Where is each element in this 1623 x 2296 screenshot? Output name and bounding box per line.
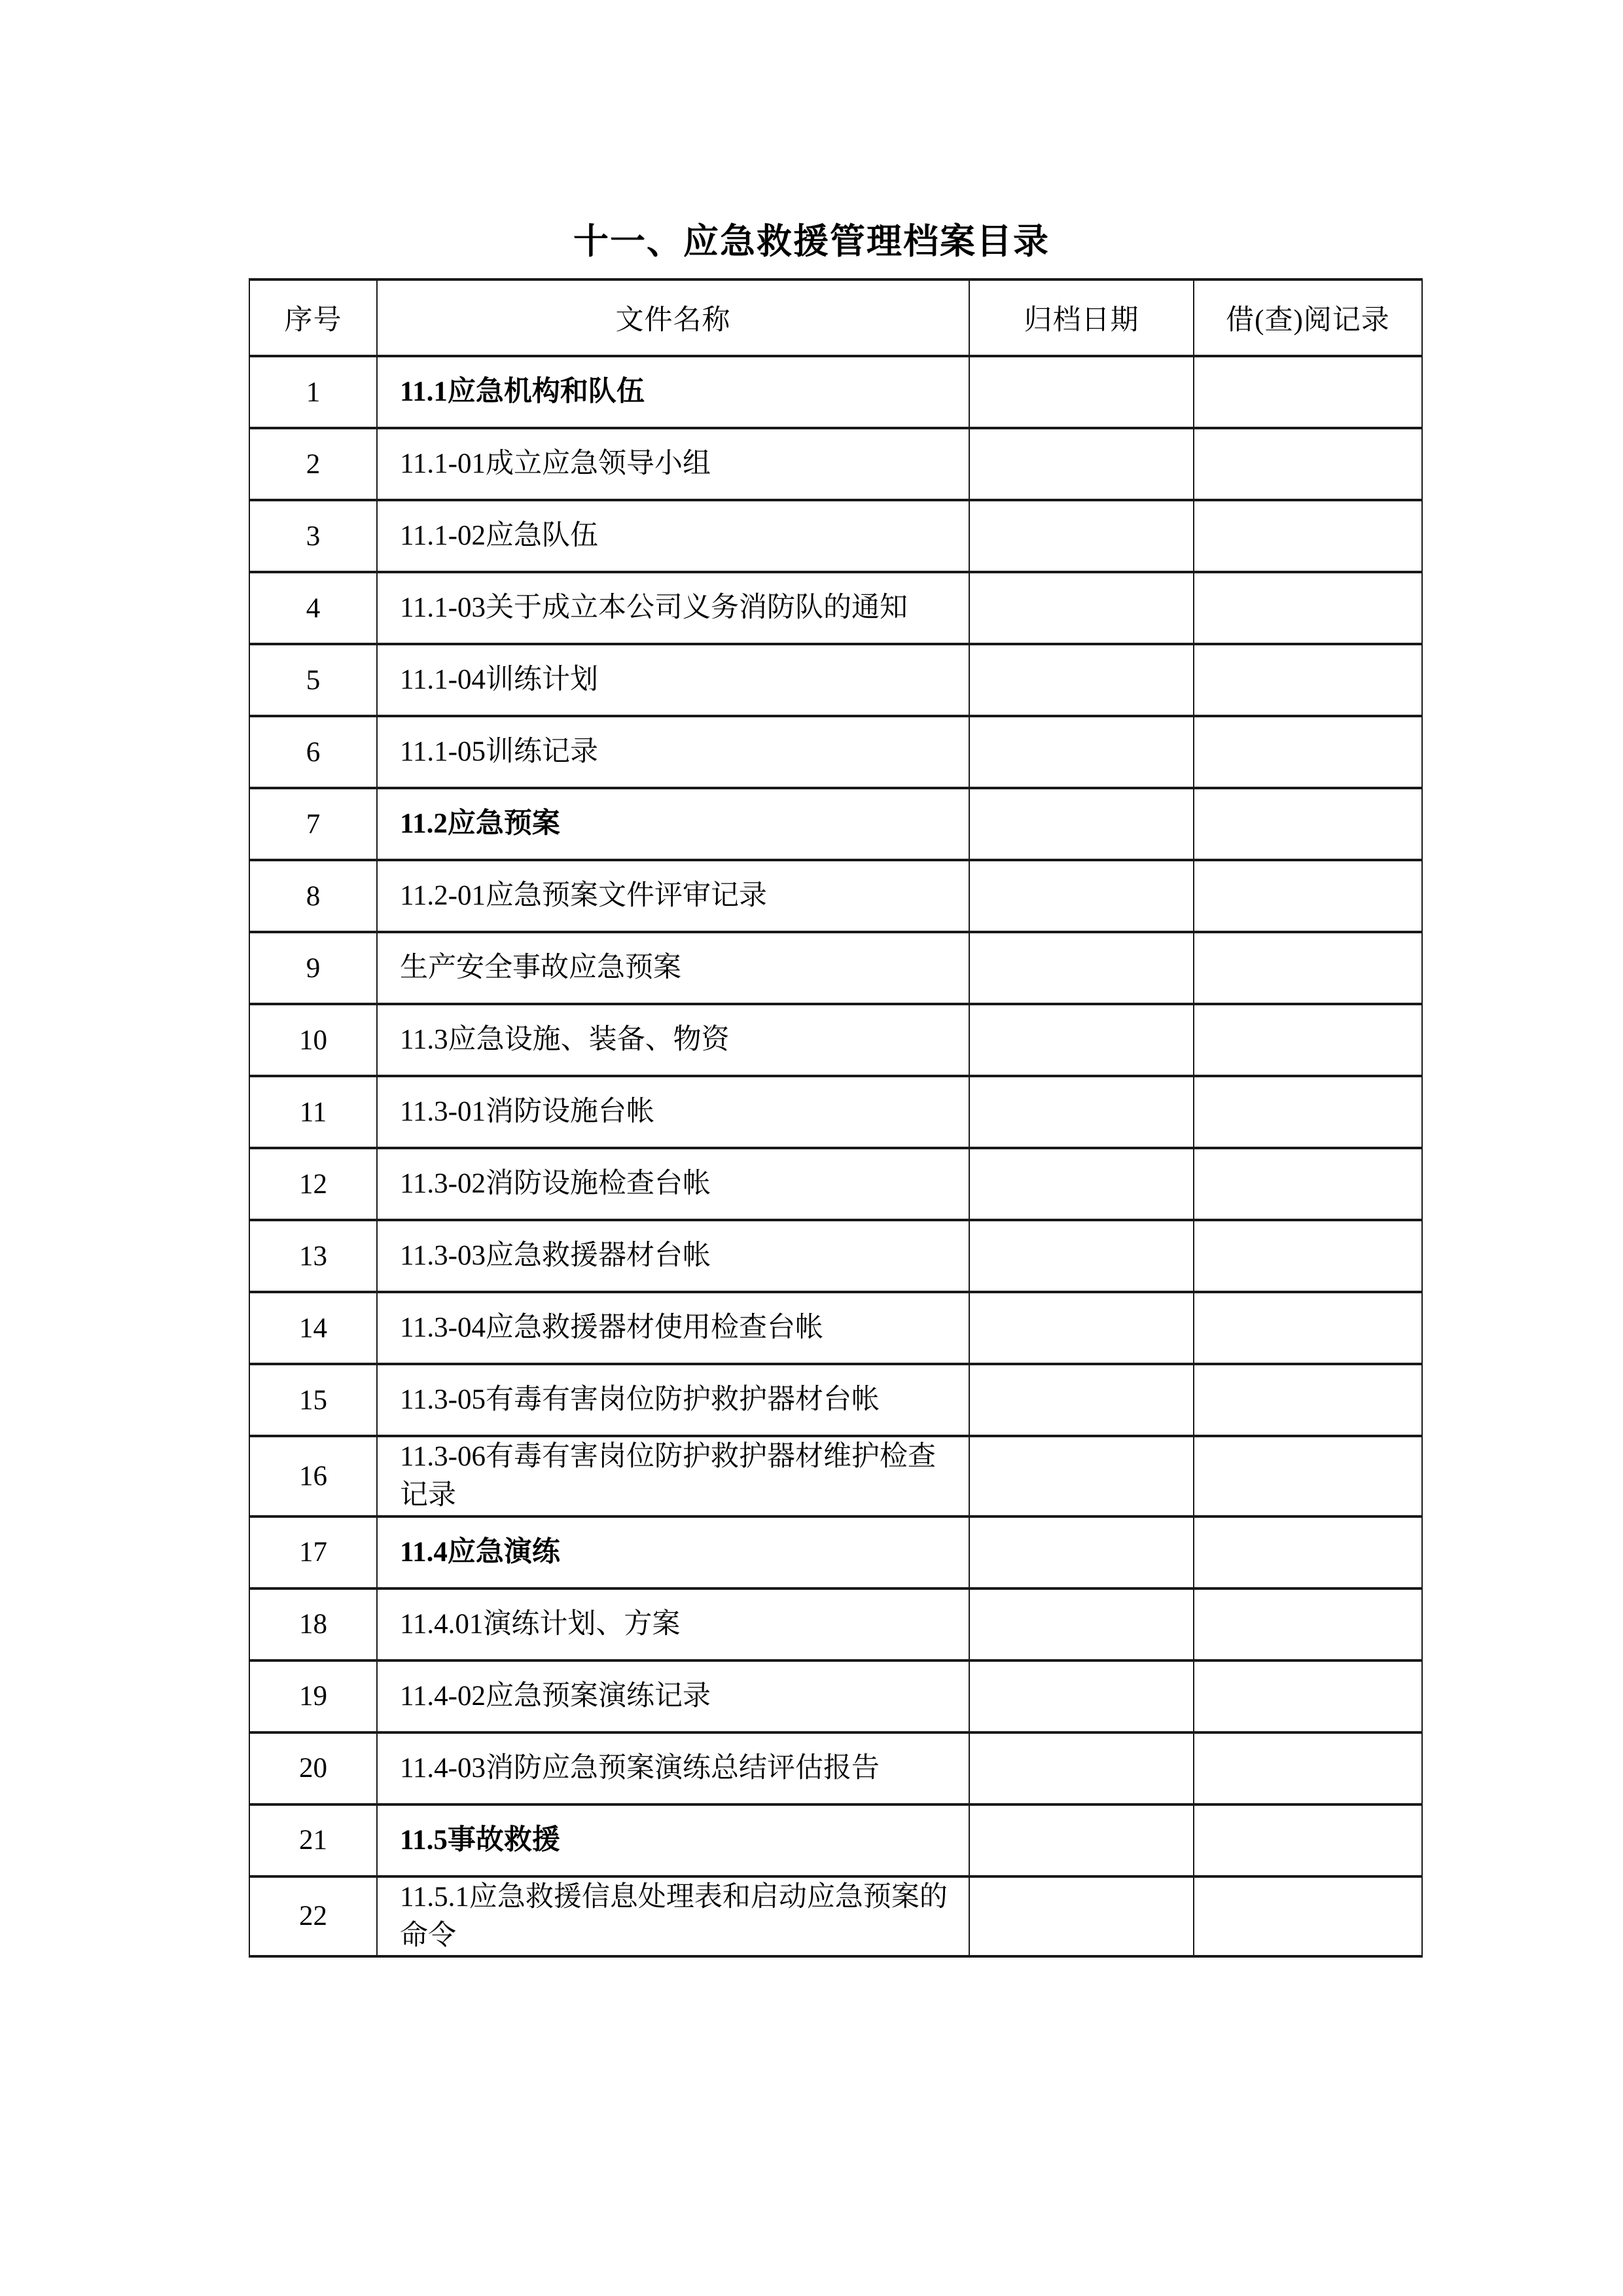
table-row — [249, 1220, 1422, 1292]
archive-date-cell — [969, 1364, 1194, 1436]
archive-date-cell — [969, 572, 1194, 644]
table-row — [249, 1660, 1422, 1732]
table-row — [249, 932, 1422, 1004]
archive-date-cell — [969, 1436, 1194, 1516]
file-name-cell: 11.1-05训练记录 — [377, 716, 969, 788]
file-name-cell: 11.1-02应急队伍 — [377, 500, 969, 572]
borrow-record-cell — [1194, 1876, 1422, 1957]
table-row — [249, 1076, 1422, 1148]
borrow-record-cell — [1194, 1732, 1422, 1804]
row-number-cell: 7 — [249, 788, 377, 860]
archive-date-cell — [969, 1804, 1194, 1876]
borrow-record-cell — [1194, 500, 1422, 572]
table-row — [249, 1436, 1422, 1516]
row-number-cell: 17 — [249, 1516, 377, 1588]
archive-date-cell — [969, 1220, 1194, 1292]
borrow-record-cell — [1194, 356, 1422, 428]
header-borrow-record: 借(查)阅记录 — [1194, 279, 1422, 356]
archive-date-cell — [969, 860, 1194, 932]
file-name-cell: 11.3应急设施、装备、物资 — [377, 1004, 969, 1076]
table-row — [249, 572, 1422, 644]
file-name-cell: 11.3-05有毒有害岗位防护救护器材台帐 — [377, 1364, 969, 1436]
file-name-cell: 11.3-03应急救援器材台帐 — [377, 1220, 969, 1292]
page-title: 十一、应急救援管理档案目录 — [573, 222, 1050, 261]
table-row — [249, 428, 1422, 500]
borrow-record-cell — [1194, 716, 1422, 788]
row-number-cell: 9 — [249, 932, 377, 1004]
row-number-cell: 18 — [249, 1588, 377, 1660]
borrow-record-cell — [1194, 860, 1422, 932]
header-row — [249, 279, 1422, 356]
archive-date-cell — [969, 1076, 1194, 1148]
table-row — [249, 1516, 1422, 1588]
table-row — [249, 1148, 1422, 1220]
row-number-cell: 3 — [249, 500, 377, 572]
borrow-record-cell — [1194, 788, 1422, 860]
borrow-record-cell — [1194, 1148, 1422, 1220]
file-name-cell: 11.3-04应急救援器材使用检查台帐 — [377, 1292, 969, 1364]
archive-date-cell — [969, 356, 1194, 428]
row-number-cell: 19 — [249, 1660, 377, 1732]
row-number-cell: 10 — [249, 1004, 377, 1076]
table-row — [249, 788, 1422, 860]
file-name-cell: 11.3-02消防设施检查台帐 — [377, 1148, 969, 1220]
row-number-cell: 2 — [249, 428, 377, 500]
table-row — [249, 356, 1422, 428]
table-row — [249, 1876, 1422, 1957]
row-number-cell: 16 — [249, 1436, 377, 1516]
archive-directory-table — [249, 278, 1423, 1958]
borrow-record-cell — [1194, 1588, 1422, 1660]
table-header — [249, 279, 1422, 356]
borrow-record-cell — [1194, 932, 1422, 1004]
table-row — [249, 1804, 1422, 1876]
table-row — [249, 716, 1422, 788]
file-name-cell: 生产安全事故应急预案 — [377, 932, 969, 1004]
archive-date-cell — [969, 1732, 1194, 1804]
file-name-cell: 11.5.1应急救援信息处理表和启动应急预案的命令 — [377, 1876, 969, 1957]
borrow-record-cell — [1194, 1292, 1422, 1364]
table-row — [249, 860, 1422, 932]
archive-date-cell — [969, 500, 1194, 572]
file-name-cell: 11.2应急预案 — [377, 788, 969, 860]
archive-date-cell — [969, 1660, 1194, 1732]
table-row — [249, 500, 1422, 572]
table-body — [249, 356, 1422, 1956]
archive-date-cell — [969, 1004, 1194, 1076]
file-name-cell: 11.4-02应急预案演练记录 — [377, 1660, 969, 1732]
table-row — [249, 644, 1422, 716]
row-number-cell: 12 — [249, 1148, 377, 1220]
file-name-cell: 11.1-01成立应急领导小组 — [377, 428, 969, 500]
row-number-cell: 5 — [249, 644, 377, 716]
archive-date-cell — [969, 1876, 1194, 1957]
row-number-cell: 15 — [249, 1364, 377, 1436]
archive-date-cell — [969, 932, 1194, 1004]
file-name-cell: 11.3-06有毒有害岗位防护救护器材维护检查记录 — [377, 1436, 969, 1516]
row-number-cell: 22 — [249, 1876, 377, 1957]
borrow-record-cell — [1194, 1660, 1422, 1732]
file-name-cell: 11.1应急机构和队伍 — [377, 356, 969, 428]
borrow-record-cell — [1194, 1364, 1422, 1436]
archive-date-cell — [969, 1516, 1194, 1588]
row-number-cell: 1 — [249, 356, 377, 428]
row-number-cell: 4 — [249, 572, 377, 644]
file-name-cell: 11.1-04训练计划 — [377, 644, 969, 716]
row-number-cell: 20 — [249, 1732, 377, 1804]
borrow-record-cell — [1194, 1076, 1422, 1148]
table-row — [249, 1004, 1422, 1076]
row-number-cell: 11 — [249, 1076, 377, 1148]
borrow-record-cell — [1194, 428, 1422, 500]
file-name-cell: 11.4应急演练 — [377, 1516, 969, 1588]
file-name-cell: 11.5事故救援 — [377, 1804, 969, 1876]
file-name-cell: 11.3-01消防设施台帐 — [377, 1076, 969, 1148]
row-number-cell: 13 — [249, 1220, 377, 1292]
file-name-cell: 11.1-03关于成立本公司义务消防队的通知 — [377, 572, 969, 644]
file-name-cell: 11.4.01演练计划、方案 — [377, 1588, 969, 1660]
row-number-cell: 21 — [249, 1804, 377, 1876]
borrow-record-cell — [1194, 1516, 1422, 1588]
borrow-record-cell — [1194, 1004, 1422, 1076]
table-row — [249, 1732, 1422, 1804]
row-number-cell: 6 — [249, 716, 377, 788]
archive-date-cell — [969, 644, 1194, 716]
file-name-cell: 11.2-01应急预案文件评审记录 — [377, 860, 969, 932]
file-name-cell: 11.4-03消防应急预案演练总结评估报告 — [377, 1732, 969, 1804]
row-number-cell: 8 — [249, 860, 377, 932]
header-file-name: 文件名称 — [377, 279, 969, 356]
archive-date-cell — [969, 788, 1194, 860]
borrow-record-cell — [1194, 1220, 1422, 1292]
archive-date-cell — [969, 428, 1194, 500]
archive-date-cell — [969, 716, 1194, 788]
borrow-record-cell — [1194, 1436, 1422, 1516]
archive-date-cell — [969, 1148, 1194, 1220]
table-row — [249, 1292, 1422, 1364]
borrow-record-cell — [1194, 572, 1422, 644]
table-row — [249, 1588, 1422, 1660]
borrow-record-cell — [1194, 644, 1422, 716]
header-serial-number: 序号 — [249, 279, 377, 356]
borrow-record-cell — [1194, 1804, 1422, 1876]
table-row — [249, 1364, 1422, 1436]
archive-date-cell — [969, 1588, 1194, 1660]
archive-date-cell — [969, 1292, 1194, 1364]
row-number-cell: 14 — [249, 1292, 377, 1364]
header-archive-date: 归档日期 — [969, 279, 1194, 356]
